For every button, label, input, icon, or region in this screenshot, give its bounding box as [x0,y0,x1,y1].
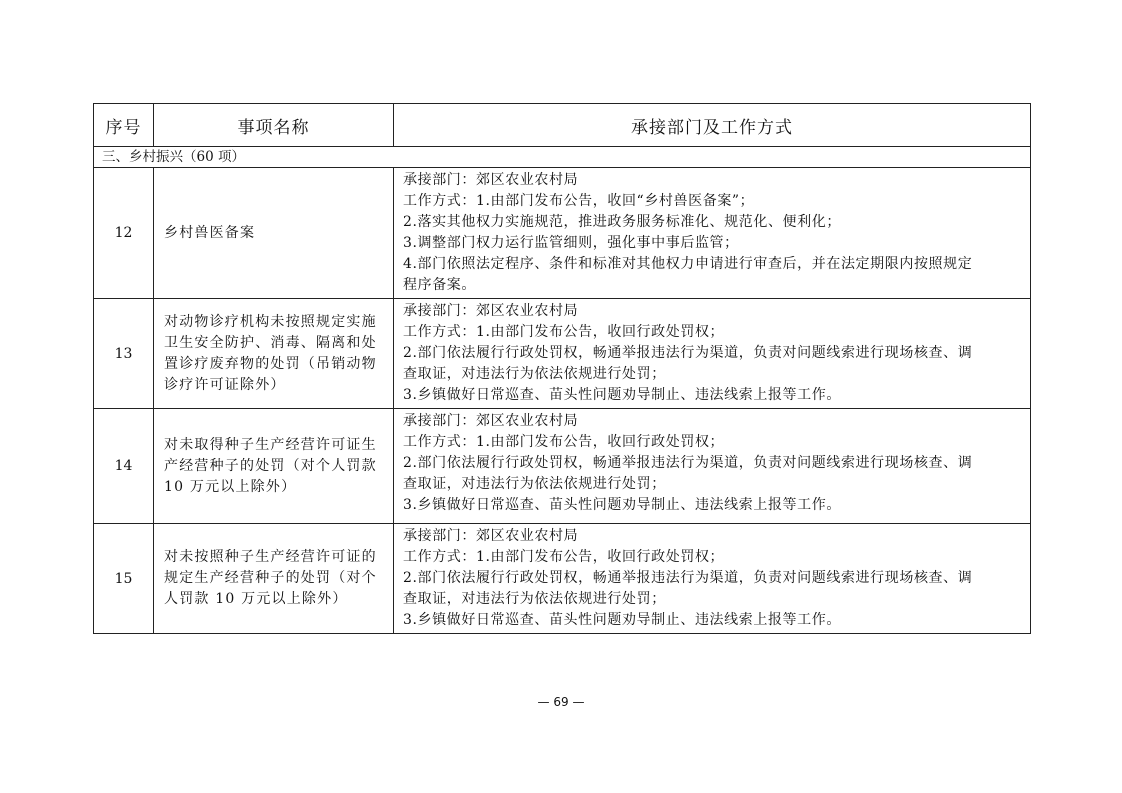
item-name-line: 人罚款 10 万元以上除外） [164,591,348,607]
item-name-line: 规定生产经营种子的处罚（对个 [164,570,377,586]
dept-method-line: 2.部门依法履行行政处罚权，畅通举报违法行为渠道，负责对问题线索进行现场核查、调 [403,570,973,586]
seq-cell: 14 [94,409,154,524]
dept-method-line: 3.调整部门权力运行监管细则，强化事中事后监管； [403,235,739,251]
section-row [94,147,1031,168]
dept-method-line: 查取证，对违法行为依法依规进行处罚； [403,476,666,492]
item-name-line: 10 万元以上除外） [164,478,297,495]
item-name-line: 对未按照种子生产经营许可证的 [164,549,377,565]
table-row [94,168,1031,299]
header-dept: 承接部门及工作方式 [394,104,1031,147]
item-name-line: 卫生安全防护、消毒、隔离和处 [164,334,377,351]
dept-method-line: 承接部门：郊区农业农村局 [403,172,579,188]
dept-method-line: 3.乡镇做好日常巡查、苗头性问题劝导制止、违法线索上报等工作。 [403,387,841,403]
dept-method-line: 查取证，对违法行为依法依规进行处罚； [403,591,666,607]
item-name-line: 乡村兽医备案 [164,224,256,241]
item-name-line: 对动物诊疗机构未按照规定实施 [164,313,377,330]
item-name-line: 置诊疗废弃物的处罚（吊销动物 [164,355,377,372]
table-row [94,524,1031,634]
dept-method-line: 查取证，对违法行为依法依规进行处罚； [403,366,666,382]
table-row [94,409,1031,524]
item-name-line: 对未取得种子生产经营许可证生 [164,436,377,453]
item-name-line: 产经营种子的处罚（对个人罚款 [164,457,377,474]
dept-method-line: 2.落实其他权力实施规范，推进政务服务标准化、规范化、便利化； [403,214,841,230]
header-name: 事项名称 [154,104,394,147]
dept-method-line: 工作方式：1.由部门发布公告，收回行政处罚权； [403,434,725,450]
dept-method-line: 承接部门：郊区农业农村局 [403,413,579,429]
matters-table [93,103,1031,634]
item-name-cell [154,524,394,634]
dept-method-line: 程序备案。 [403,277,476,293]
table-row [94,299,1031,409]
table-header-row [94,104,1031,147]
item-name-line: 诊疗许可证除外） [164,376,286,393]
header-seq: 序号 [94,104,154,147]
page-number: — 69 — [537,695,585,709]
dept-method-line: 工作方式：1.由部门发布公告，收回行政处罚权； [403,549,725,565]
dept-method-line: 4.部门依照法定程序、条件和标准对其他权力申请进行审查后，并在法定期限内按照规定 [403,256,973,272]
dept-method-line: 2.部门依法履行行政处罚权，畅通举报违法行为渠道，负责对问题线索进行现场核查、调 [403,345,973,361]
dept-method-line: 3.乡镇做好日常巡查、苗头性问题劝导制止、违法线索上报等工作。 [403,612,841,628]
dept-method-line: 3.乡镇做好日常巡查、苗头性问题劝导制止、违法线索上报等工作。 [403,497,841,513]
dept-method-line: 承接部门：郊区农业农村局 [403,528,579,544]
item-name-cell [154,168,394,299]
dept-method-cell [394,409,1031,524]
dept-method-line: 工作方式：1.由部门发布公告，收回“乡村兽医备案”； [403,193,755,209]
dept-method-cell [394,524,1031,634]
dept-method-line: 承接部门：郊区农业农村局 [403,303,579,319]
seq-cell: 15 [94,524,154,634]
dept-method-line: 工作方式：1.由部门发布公告，收回行政处罚权； [403,324,725,340]
dept-method-line: 2.部门依法履行行政处罚权，畅通举报违法行为渠道，负责对问题线索进行现场核查、调 [403,455,973,471]
seq-cell: 12 [94,168,154,299]
item-name-cell [154,299,394,409]
item-name-cell [154,409,394,524]
section-title: 三、乡村振兴（60 项） [94,147,1031,168]
seq-cell: 13 [94,299,154,409]
dept-method-cell [394,168,1031,299]
dept-method-cell [394,299,1031,409]
